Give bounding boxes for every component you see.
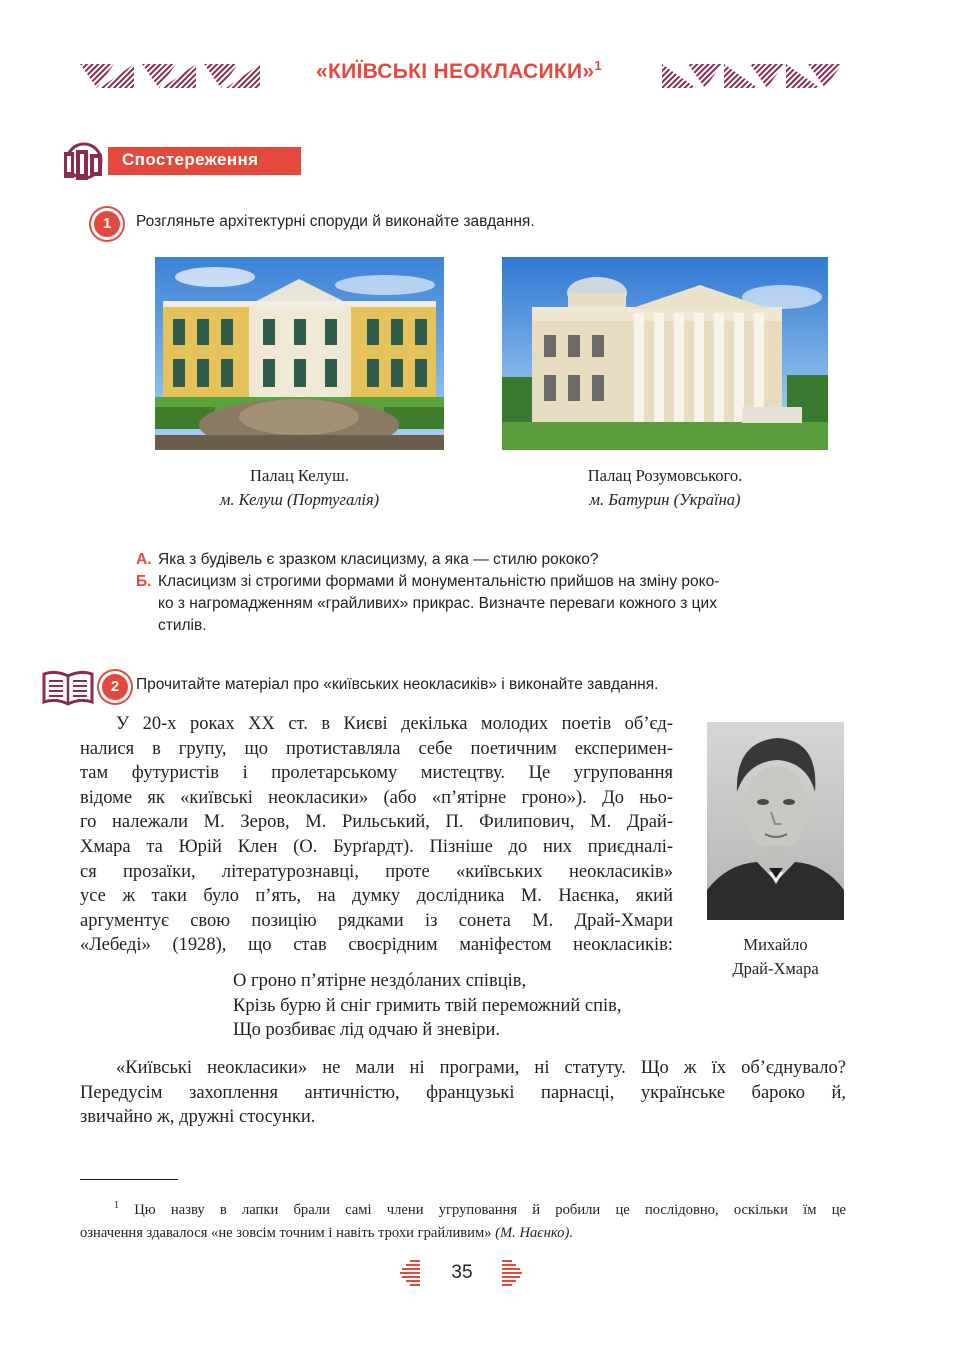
paragraph-1-line: відоме як «київські неокласики» (або «п’ятірне гроно»). До ньо-: [80, 787, 673, 808]
paragraph-1-line: усе ж таки було п’ять, на думку дослідника М. Наєнка, який: [80, 886, 673, 907]
image-1-caption-location: м. Келуш (Португалія): [219, 490, 380, 509]
portrait-caption-first-name: Михайло: [743, 935, 808, 954]
open-book-icon: [42, 670, 94, 706]
paragraph-1-line: ся прозаїки, літературознавці, проте «київських неокласиків»: [80, 861, 673, 882]
task-2-text: Прочитайте матеріал про «київських неокласиків» і виконайте завдання.: [136, 676, 659, 693]
task-2-number: 2: [102, 674, 128, 700]
poem-line: Крізь бурю й сніг гримить твій переможний спів,: [233, 995, 622, 1016]
question-a-letter: А.: [136, 551, 152, 568]
footnote-line-2: означення здавалося «не зовсім точним і навіть трохи грайливим»: [80, 1224, 492, 1241]
task-1-number: 1: [94, 211, 120, 237]
header-ornament-right: [662, 64, 842, 88]
section-label: Спостереження: [122, 150, 259, 169]
paragraph-1-line: там футуристів і пролетарському мистецтву. Це угруповання: [80, 763, 673, 784]
footnote-marker: 1: [114, 1200, 119, 1211]
question-b-letter: Б.: [136, 573, 152, 590]
footnote-rule: [80, 1179, 178, 1180]
paragraph-1-line: У 20-х роках XX ст. в Києві декілька молодих поетів об’єд-: [116, 714, 673, 734]
image-1-caption-title: Палац Келуш.: [250, 466, 349, 485]
page-ornament-left: [400, 1258, 420, 1288]
question-b-line-2: ко з нагромадженням «грайливих» прикрас. Визначте переваги кожного з цих: [158, 595, 717, 612]
portrait-caption: [707, 933, 844, 981]
portrait-caption-last-name: Драй-Хмара: [732, 959, 819, 978]
footnote-citation: (М. Наєнко).: [495, 1224, 573, 1241]
image-2-caption: [502, 464, 828, 512]
page-number: 35: [451, 1262, 473, 1283]
paragraph-2-line: Передусім захоплення античністю, французькі парнасці, українське бароко й,: [80, 1082, 846, 1103]
paragraph-1-line: «Лебеді» (1928), що став своєрідним маніфестом неокласиків:: [80, 935, 673, 956]
paragraph-1-line: аргументує свою позицію рядками із сонета М. Драй-Хмари: [80, 910, 673, 931]
task-1-text: Розгляньте архітектурні споруди й виконайте завдання.: [136, 213, 535, 230]
question-b-line-3: стилів.: [158, 617, 207, 634]
footnote-line-1: Цю назву в лапки брали самі члени угруповання й робили це послідовно, оскільки їм це: [134, 1201, 846, 1218]
poem-line: О гроно п’ятірне нездóланих співців,: [233, 971, 527, 991]
paragraph-2-line: «Київські неокласики» не мали ні програми, ні статуту. Що ж їх об’єднувало?: [116, 1058, 846, 1078]
image-2-caption-location: м. Батурин (Україна): [589, 490, 741, 509]
paragraph-1-line: налися в групу, що протиставляла себе поетичним експеримен-: [80, 738, 673, 759]
portrait-photo: [707, 722, 844, 920]
observation-icon: [58, 136, 112, 186]
image-2-caption-title: Палац Розумовського.: [587, 466, 743, 485]
paragraph-2: [80, 1056, 846, 1130]
header-ornament-left: [80, 64, 260, 88]
chapter-title: «КИЇВСЬКІ НЕОКЛАСИКИ»$^1$: [316, 58, 602, 83]
razumovsky-palace-image: [502, 257, 828, 450]
paragraph-1: [80, 712, 673, 958]
footnote: [80, 1194, 846, 1245]
poem-line: Що розбиває лід одчаю й зневіри.: [233, 1020, 501, 1041]
question-b: [136, 571, 848, 637]
question-a: [136, 549, 599, 571]
poem-quote: [233, 969, 622, 1043]
paragraph-2-line: звичайно ж, дружні стосунки.: [80, 1107, 316, 1128]
image-1-caption: [155, 464, 444, 512]
queluz-palace-image: [155, 257, 444, 450]
question-b-line-1: Класицизм зі строгими формами й монументальністю прийшов на зміну роко-: [158, 573, 720, 590]
paragraph-1-line: го належали М. Зеров, М. Рильський, П. Филипович, М. Драй-: [80, 812, 673, 833]
page-ornament-right: [502, 1258, 522, 1288]
paragraph-1-line: Хмара та Юрій Клен (О. Бурґардт). Пізніше до них приєдналі-: [80, 836, 673, 857]
question-a-text: Яка з будівель є зразком класицизму, а яка — стилю рококо?: [158, 551, 599, 568]
